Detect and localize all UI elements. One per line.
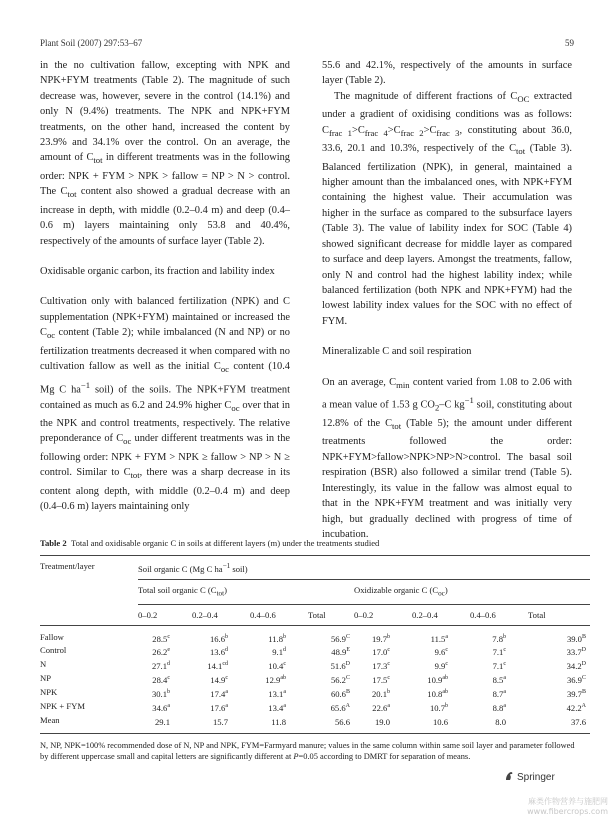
table-cell: $34.2^D$ (566, 661, 586, 672)
table-2 (40, 537, 590, 771)
table-row (40, 714, 590, 733)
layer-header: Total (308, 604, 354, 625)
table-cell: 34.6$^a$ (152, 702, 170, 713)
table-cell: 27.1$^d$ (151, 661, 170, 672)
watermark: 麻类作物营养与施肥网 www.fibercrops.com (527, 797, 608, 816)
table-cell: 17.5$^c$ (372, 675, 390, 686)
table-cell: 12.9$^{ab}$ (265, 675, 286, 686)
layer-header: 0.4–0.6 (250, 604, 308, 625)
paragraph-continuation: 55.6 and 42.1%, respectively of the amounts in surface layer (Table 2). (322, 60, 572, 87)
paragraph-carbon-fractions: The magnitude of different fractions of $C_{OC}$ extracted under a gradient of oxidising conditions was as follows: $C_{frac 1}>C_{frac 4}>C_{frac 2}>C_{frac 3}$, constituting about 36.0, 33.6, 20.1 and 10.3%, respectively of the $C_{tot}$ (Table 3). Balanced fertilization (NPK), in general, maintained a higher amount than the imbalanced ones, with NPK+FYM containing the highest value. Their accumulation was higher in the surface as compared to the subsurface layers (Table 3). The value of lability index for SOC (Table 4) showed significant decrease for middle layer as compared to surface and deep layers. Amongst the treatments, fallow, only N and control had the highest lability index; while balanced fertilization (both NPK and NPK+FYM) had the lowest lability index values for the SOC with no effect of FYM. (322, 90, 573, 327)
left-column (40, 58, 290, 515)
table-cell: $51.6^D$ (330, 661, 350, 672)
soil-organic-c-group-header: Soil organic C (Mg C $ha^{-1}$ soil) (138, 556, 590, 580)
layer-header: 0.2–0.4 (412, 604, 470, 625)
table-cell: 16.6$^b$ (209, 633, 228, 644)
table-cell: $65.6^A$ (330, 702, 350, 713)
journal-citation: Plant Soil (2007) 297:53–67 (40, 38, 143, 48)
table-label: Table 2 (40, 538, 67, 548)
table-cell: 28.5$^c$ (152, 633, 170, 644)
table-cell: $56.2^C$ (330, 675, 350, 686)
table-cell: 11.8$^b$ (268, 633, 286, 644)
table-cell: 13.1$^a$ (268, 688, 286, 699)
paragraph-cmin-respiration: On an average, $C_{min}$ content varied from 1.08 to 2.06 with a mean value of 1.53 g $CO_2-C$ $kg^{-1}$ soil, constituting about 12.8% of the $C_{tot}$ (Table 5); the amount under different treatments followed the order: NPK+FYM>fallow>NPK>NP>N>control. The basal soil respiration (BSR) also followed a similar trend (Table 5). Interestingly, its value in the fallow was almost equal to that in the NPK+FYM treatment and was initially very high, but gradually declined with progress of time of incubation. (322, 376, 572, 540)
right-column (322, 58, 572, 542)
publisher-mark (504, 771, 555, 783)
table-cell: 10.9$^{ab}$ (427, 675, 448, 686)
table-cell: 8.0 (470, 714, 528, 733)
table-cell: $39.7^B$ (566, 688, 586, 699)
table-cell: $33.7^D$ (566, 647, 586, 658)
table-cell: 17.6$^a$ (210, 702, 228, 713)
layer-header: 0–0.2 (354, 604, 412, 625)
table-cell: 8.5$^a$ (492, 675, 506, 686)
table-cell: 9.9$^c$ (434, 661, 448, 672)
section-heading-mineralizable-carbon: Mineralizable C and soil respiration (322, 346, 472, 358)
table-cell: 26.2e (152, 647, 170, 658)
table-row (40, 672, 590, 686)
layer-header: 0–0.2 (138, 604, 192, 625)
treatment-name: Fallow (40, 631, 64, 642)
table-header-row-2 (40, 579, 590, 604)
table-row (40, 644, 590, 658)
table-cell: 22.6$^a$ (372, 702, 390, 713)
table-cell: 17.0$^c$ (372, 647, 390, 658)
paragraph-ctot-decrease: in the no cultivation fallow, excepting with NPK and NPK+FYM treatments (Table 2). The magnitude of such decrease was, however, severe in the control (14.1%) and only N (9.4%) treatments. The NPK and NPK+FYM treatments, on the other hand, increased the content by 23.9% and 34.1% over the control. On an average, the amount of $C_{tot}$ in different treatments was in the following order: NPK + FYM > NPK > fallow = NP > N > control. The $C_{tot}$ content also showed a gradual decrease with an increase in depth, with middle (0.2–0.4 m) and deep (0.4–0.6 m) layers maintaining only 53.8 and 40.4%, respectively of the amounts of surface layer (Table 2). (40, 60, 291, 247)
paragraph-coc-content: Cultivation only with balanced fertilization (NPK) and C supplementation (NPK+FYM) maintained or increased the $C_{oc}$ content (Table 2); while imbalanced (N and NP) or no fertilization treatments decreased it when compared with no cultivation fallow as well as the initial $C_{oc}$ content (10.4 Mg C $ha^{-1}$ soil) of the soils. The NPK+FYM treatment contained as much as 6.2 and 24.9% higher $C_{oc}$ over that in the NPK and control treatments, respectively. The relative preponderance of $C_{oc}$ under different treatments was in the following order: NPK + FYM > NPK ≥ fallow > NP > N ≥ control. Similar to $C_{tot}$, there was a sharp decrease in its content along depth, with middle (0.2–0.4 m) and deep (0.4–0.6 m) layers maintaining only (40, 296, 291, 513)
organic-carbon-table (40, 555, 590, 734)
table-cell: $48.9^E$ (331, 647, 350, 658)
table-cell: 10.6 (412, 714, 470, 733)
oxidizable-organic-c-header: Oxidizable organic C $(C_{oc})$ (354, 579, 590, 604)
table-cell: 15.7 (192, 714, 250, 733)
table-cell: 19.0 (354, 714, 412, 733)
table-cell: $56.9^C$ (330, 633, 350, 644)
table-cell: 56.6 (308, 714, 354, 733)
table-cell: 29.1 (138, 714, 192, 733)
table-cell: 30.1$^b$ (151, 688, 170, 699)
table-cell: 28.4$^c$ (152, 675, 170, 686)
layer-header: 0.2–0.4 (192, 604, 250, 625)
table-cell: 8.8$^a$ (492, 702, 506, 713)
total-soil-organic-c-header: Total soil organic C $(C_{tot})$ (138, 579, 354, 604)
table-cell: 7.8$^b$ (492, 633, 506, 644)
table-cell: 13.4$^a$ (268, 702, 286, 713)
table-cell: 14.1$^{cd}$ (207, 661, 228, 672)
treatment-name: NPK + FYM (40, 700, 85, 711)
table-cell: 10.7$^b$ (429, 702, 448, 713)
table-row (40, 625, 590, 644)
page-number: 59 (565, 38, 574, 48)
treatment-name: Control (40, 645, 67, 656)
table-header-row-3 (40, 604, 590, 625)
table-header-row-1 (40, 556, 590, 580)
treatment-name: N (40, 659, 47, 670)
table-cell: 11.5$^a$ (430, 633, 448, 644)
table-cell: 7.1$^c$ (492, 661, 506, 672)
table-row (40, 700, 590, 714)
table-cell: 20.1$^b$ (371, 688, 390, 699)
table-footnote: N, NP, NPK=100% recommended dose of N, NP and NPK, FYM=Farmyard manure; values in the same column within same soil layer and parameter followed by different uppercase small and capital letters are significantly different at P=0.05 according to DMRT for separation of means. (40, 740, 575, 762)
table-cell: $39.0^B$ (566, 633, 586, 644)
table-cell: 10.8$^{ab}$ (427, 688, 448, 699)
table-cell: 9.6$^c$ (434, 647, 448, 658)
table-cell: 14.9$^c$ (210, 675, 228, 686)
table-cell: 11.8 (250, 714, 308, 733)
treatment-column-header: Treatment/layer (40, 556, 138, 580)
table-cell: 10.4$^c$ (268, 661, 286, 672)
table-row (40, 658, 590, 672)
table-cell: 8.7$^a$ (492, 688, 506, 699)
table-cell: $36.9^C$ (566, 675, 586, 686)
table-cell: 17.4$^a$ (210, 688, 228, 699)
table-body (40, 625, 590, 733)
table-cell: 13.6$^d$ (209, 647, 228, 658)
layer-header: Total (528, 604, 590, 625)
springer-horse-logo-icon (504, 771, 514, 781)
table-cell: 37.6 (528, 714, 590, 733)
table-cell: $42.2^A$ (566, 702, 586, 713)
treatment-name: Mean (40, 714, 138, 733)
table-cell: 7.1$^c$ (492, 647, 506, 658)
table-row (40, 686, 590, 700)
table-caption: Table 2 Total and oxidisable organic C in soils at different layers (m) under the treatments studied (40, 538, 380, 548)
treatment-name: NPK (40, 687, 58, 698)
section-heading-oxidisable-carbon: Oxidisable organic carbon, its fraction and lability index (40, 266, 275, 278)
treatment-name: NP (40, 673, 51, 684)
table-cell: $60.6^B$ (330, 688, 350, 699)
publisher-name: Springer (517, 772, 555, 783)
layer-header: 0.4–0.6 (470, 604, 528, 625)
table-cell: 9.1$^d$ (272, 647, 286, 658)
table-cell: 19.7$^b$ (371, 633, 390, 644)
table-cell: 17.3$^c$ (372, 661, 390, 672)
